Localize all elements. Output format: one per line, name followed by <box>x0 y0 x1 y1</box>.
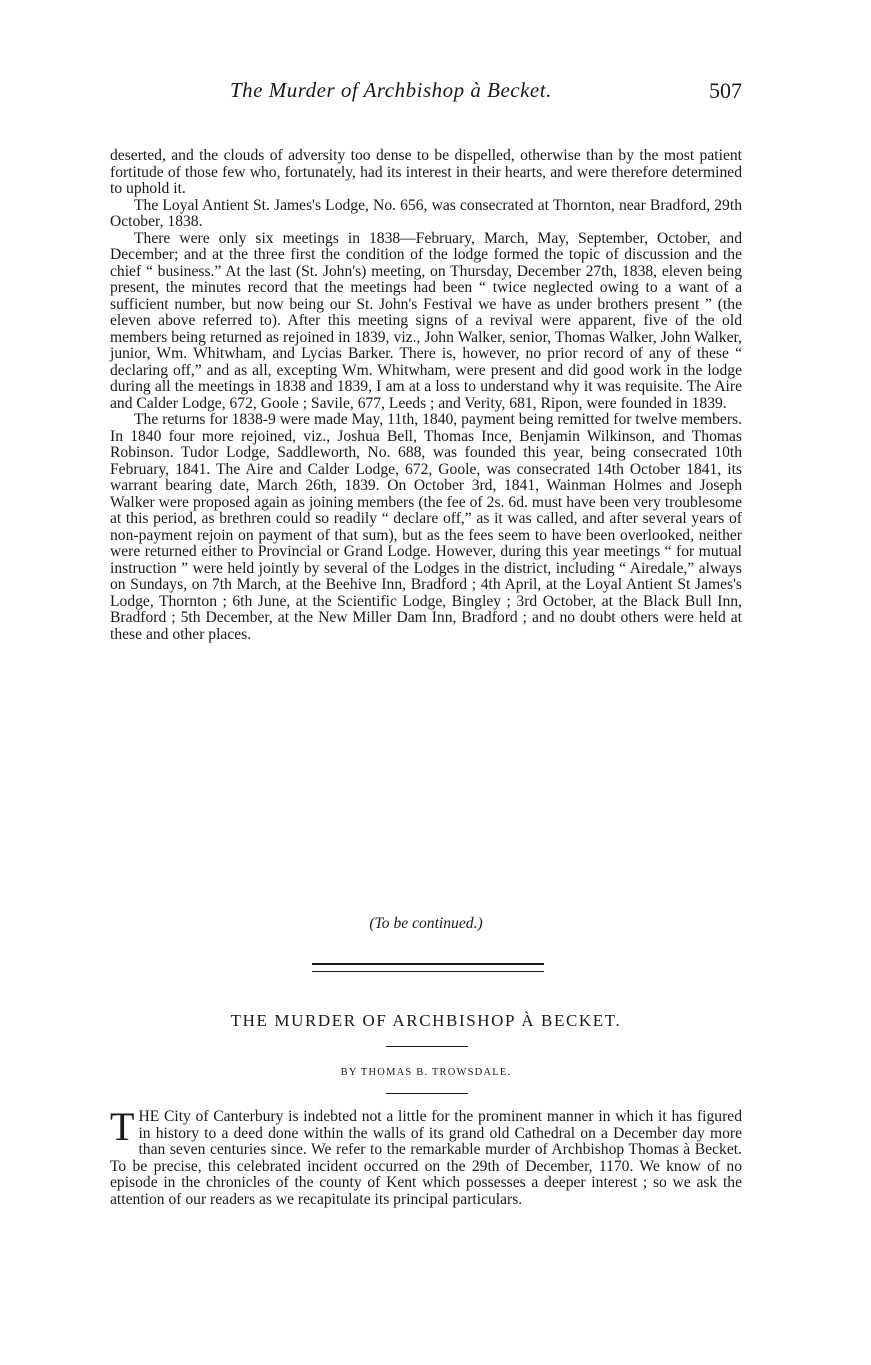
article-byline: BY THOMAS B. TROWSDALE. <box>340 1067 512 1078</box>
opening-paragraph <box>110 1104 742 1208</box>
paragraph-4: The returns for 1838-9 were made May, 11th, 1840, payment being remitted for twelve members. In 1840 four more rejoined, viz., Joshua Bell, Thomas Ince, Benjamin Wilkinson, and Thomas Robinson. Tudor Lodge, Saddleworth, No. 688, was founded this year, being consecrated 10th February, 1841. The Aire and Calder Lodge, 672, Goole, was consecrated 14th October 1841, its warrant bearing date, March 26th, 1839. On October 3rd, 1841, Wainman Holmes and Joseph Walker were proposed again as joining members (the fee of 2s. 6d. must have been very troublesome at this period, as brethren could so readily “ declare off,” as it was called, and after several years of non-payment rejoin on payment of that sum), but as the fees seem to have been overlooked, neither were returned either to Provincial or Grand Lodge. However, during this year meetings “ for mutual instruction ” were held jointly by several of the Lodges in the district, including “ Airedale,” always on Sundays, on 7th March, at the Beehive Inn, Bradford ; 4th April, at the Loyal Antient St James's Lodge, Thornton ; 6th June, at the Scientific Lodge, Bingley ; 3rd October, at the Black Bull Inn, Bradford ; 5th December, at the New Miller Dam Inn, Bradford ; and no doubt others were held at these and other places. <box>110 411 742 643</box>
paragraph-2: The Loyal Antient St. James's Lodge, No. 656, was consecrated at Thornton, near Bradford, 29th October, 1838. <box>110 196 742 230</box>
article-opening <box>110 1104 742 1208</box>
article-title: THE MURDER OF ARCHBISHOP À BECKET. <box>230 1011 622 1030</box>
opening-text: HE City of Canterbury is indebted not a little for the prominent manner in which it has figured in history to a deed done within the walls of its grand old Cathedral on a December day more than seven centuries since. We refer to the remarkable murder of Archbishop Thomas à Becket. To be precise, this celebrated incident occurred on the 29th of December, 1170. We know of no episode in the chronicles of the county of Kent which possesses a deeper interest ; so we ask the attention of our readers as we recapitulate its principal particulars. <box>110 1108 742 1208</box>
running-title: The Murder of Archbishop à Becket. <box>230 78 552 102</box>
paragraph-1: deserted, and the clouds of adversity too dense to be dispelled, otherwise than by the most patient fortitude of those few who, fortunately, had its interest in their hearts, and were therefore determined to uphold it. <box>110 147 742 197</box>
continued-article-text <box>110 148 742 643</box>
page-number: 507 <box>709 78 742 103</box>
title-rule <box>386 1046 468 1047</box>
section-divider <box>312 963 544 972</box>
drop-cap-letter: T <box>110 1104 135 1149</box>
to-be-continued-note: (To be continued.) <box>369 915 483 932</box>
running-header <box>110 78 742 118</box>
paragraph-3: There were only six meetings in 1838—February, March, May, September, October, and December; and at the three first the condition of the lodge formed the topic of discussion and the chief “ business.” At the last (St. John's) meeting, on Thursday, December 27th, 1838, eleven being present, the minutes record that the meetings had been “ twice neglected owing to a want of a sufficient number, but now being our St. John's Festival we have as under brothers present ” (the eleven above referred to). After this meeting signs of a revival were apparent, five of the old members being returned as rejoined in 1839, viz., John Walker, senior, Thomas Walker, John Walker, junior, Wm. Whitwham, and Lycias Barker. There is, however, no prior record of any of these “ declaring off,” and as all, excepting Wm. Whitwham, were present and did good work in the lodge during all the meetings in 1838 and 1839, I am at a loss to understand why it was requisite. The Aire and Calder Lodge, 672, Goole ; Savile, 677, Leeds ; and Verity, 681, Ripon, were founded in 1839. <box>110 229 742 412</box>
byline-rule <box>386 1093 468 1094</box>
